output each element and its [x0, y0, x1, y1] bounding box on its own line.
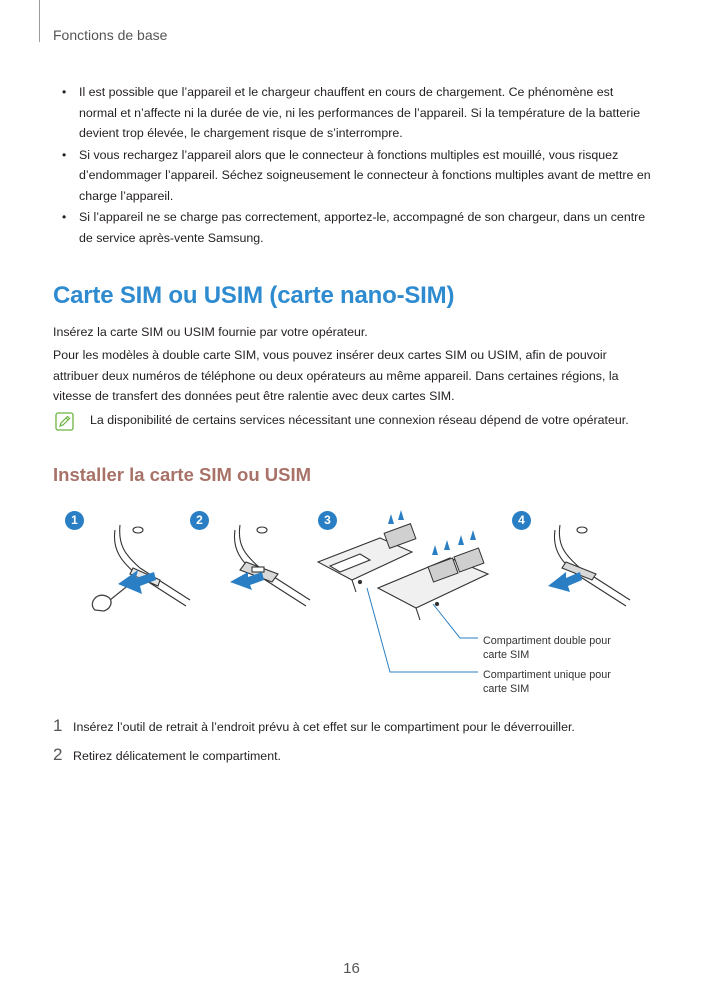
step-badge-3: 3: [318, 511, 337, 530]
instruction-step-2: [53, 745, 281, 765]
step-number: 1: [53, 716, 63, 735]
intro-paragraph: Insérez la carte SIM ou USIM fournie par votre opérateur.: [53, 325, 368, 339]
arrow-in-icon: [118, 570, 156, 594]
running-header: Fonctions de base: [53, 27, 168, 43]
bullet-dot: •: [62, 210, 67, 224]
bullet-list: [62, 82, 652, 249]
step-badge-2: 2: [190, 511, 209, 530]
dual-sim-paragraph: Pour les modèles à double carte SIM, vous pouvez insérer deux cartes SIM ou USIM, afin de pouvoir attribuer deux numéros de téléphone ou deux opérateurs au même appareil. Dans certaines régions, la vitesse de transfert des données peut être ralentie avec deux cartes SIM.: [53, 348, 619, 403]
arrow-in-icon: [548, 572, 582, 592]
step-text: Insérez l’outil de retrait à l’endroit prévu à cet effet sur le compartiment pour le déverrouiller.: [73, 720, 575, 734]
header-divider: [39, 0, 40, 42]
callout-single-tray: Compartiment unique pour carte SIM: [483, 669, 611, 695]
step-text: Retirez délicatement le compartiment.: [73, 749, 281, 763]
step-number: 2: [53, 745, 63, 764]
bullet-text: Il est possible que l’appareil et le chargeur chauffent en cours de chargement. Ce phénomène est normal et n’affecte ni la durée de vie, ni les performances de l’appareil. Si la température de la batterie devient trop élevée, le chargement risque de s’interrompre.: [79, 85, 641, 140]
bullet-dot: •: [62, 147, 67, 162]
callout-dual-tray: Compartiment double pour carte SIM: [483, 635, 611, 661]
bullet-text: Si l’appareil ne se charge pas correctement, apportez-le, accompagné de son chargeur, dans un centre de service après-vente Samsung.: [79, 210, 646, 245]
list-item: [62, 207, 652, 248]
bullet-dot: •: [62, 85, 67, 99]
sim-card-icon: [384, 524, 416, 549]
page-number: 16: [343, 960, 360, 977]
phone-edge-4: [554, 525, 630, 606]
phone-edge-1: [114, 525, 190, 606]
arrow-out-icon: [230, 572, 264, 590]
subsection-title: Installer la carte SIM ou USIM: [53, 464, 312, 485]
section-title: Carte SIM ou USIM (carte nano-SIM): [53, 282, 455, 309]
list-item: [62, 145, 652, 207]
phone-edge-2: [234, 525, 310, 606]
bullet-text: Si vous rechargez l’appareil alors que le connecteur à fonctions multiples est mouillé, vous risquez d’endommager l’appareil. Séchez soigneusement le connecteur à fonctions multiples avant de mettre en charge l’appareil.: [79, 147, 651, 203]
note-pencil-icon: [55, 412, 74, 431]
note-text: La disponibilité de certains services nécessitant une connexion réseau dépend de votre opérateur.: [90, 413, 629, 427]
instruction-step-1: [53, 716, 575, 736]
list-item: [62, 82, 652, 144]
step-badge-4: 4: [512, 511, 531, 530]
step-badge-1: 1: [65, 511, 84, 530]
